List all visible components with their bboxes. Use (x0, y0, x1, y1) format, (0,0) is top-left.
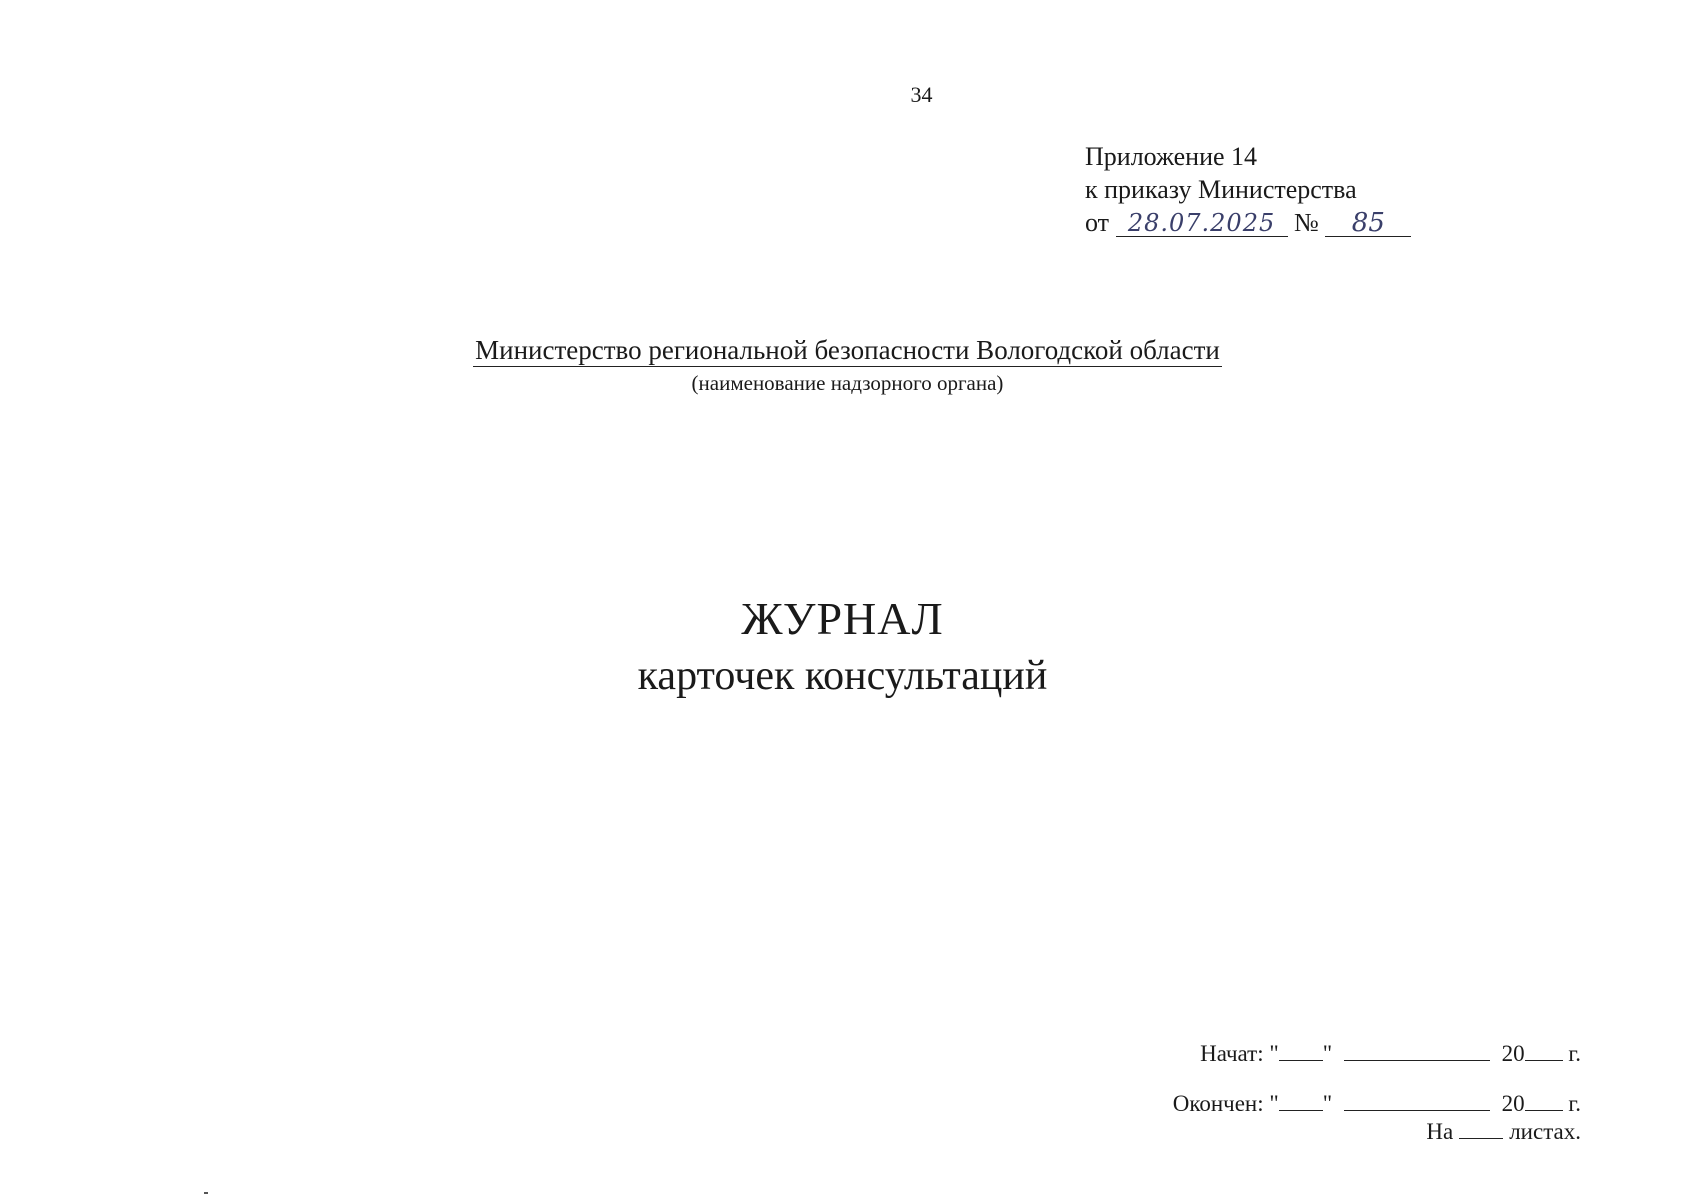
handwritten-order-number: 85 (1325, 210, 1411, 237)
appendix-title: Приложение 14 (1085, 142, 1258, 171)
organization-block (0, 334, 1695, 396)
sheets-prefix: На (1426, 1119, 1454, 1144)
ended-month-blank (1344, 1090, 1490, 1111)
organization-name: Министерство региональной безопасности Вологодской области (475, 335, 1220, 365)
started-quote-close: " (1322, 1041, 1333, 1066)
started-year-blank (1525, 1040, 1563, 1061)
document-subtitle: карточек консультаций (637, 653, 1048, 699)
handwritten-date: 28.07.2025 (1116, 210, 1288, 237)
scan-speck (204, 1192, 208, 1194)
sheets-count-blank (1459, 1118, 1503, 1139)
appendix-date-number-line (1085, 206, 1411, 239)
ended-year-blank (1525, 1090, 1563, 1111)
started-day-blank (1279, 1040, 1323, 1061)
ended-quote-close: " (1322, 1091, 1333, 1116)
ended-year-prefix: 20 (1501, 1091, 1525, 1116)
ended-row (1173, 1090, 1581, 1118)
journal-period-fields (1173, 1040, 1581, 1146)
started-year-prefix: 20 (1501, 1041, 1525, 1066)
date-prefix: от (1085, 208, 1110, 237)
ended-year-suffix: г. (1568, 1091, 1581, 1116)
started-label: Начат: " (1200, 1041, 1279, 1066)
organization-caption: (наименование надзорного органа) (691, 371, 1004, 395)
ended-label: Окончен: " (1172, 1091, 1279, 1116)
sheets-row (1173, 1118, 1581, 1146)
started-year-suffix: г. (1568, 1041, 1581, 1066)
started-row (1173, 1040, 1581, 1068)
started-month-blank (1344, 1040, 1490, 1061)
sheets-suffix: листах. (1509, 1119, 1581, 1144)
number-prefix: № (1294, 208, 1319, 237)
document-title-block (0, 590, 1695, 704)
document-title: ЖУРНАЛ (741, 593, 944, 644)
page-number: 34 (910, 82, 933, 107)
ended-day-blank (1279, 1090, 1323, 1111)
appendix-header (1085, 140, 1411, 239)
appendix-order-reference: к приказу Министерства (1085, 175, 1357, 204)
